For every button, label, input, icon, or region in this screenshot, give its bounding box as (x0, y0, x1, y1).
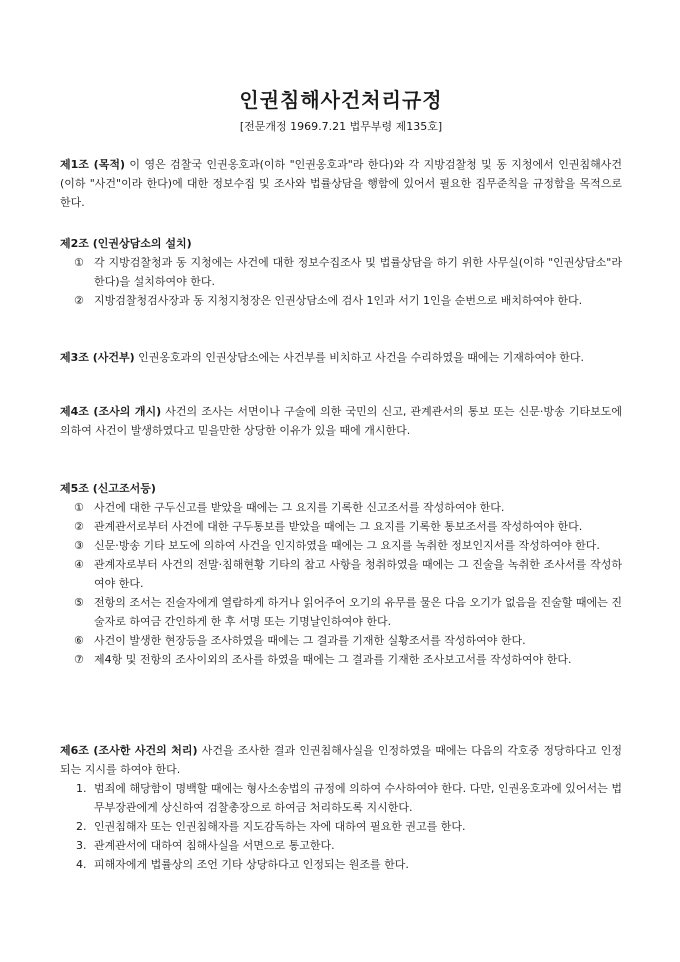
article-5 (60, 479, 622, 669)
list-item (60, 253, 622, 291)
item-number: ③ (74, 539, 84, 552)
item-number: 3. (76, 839, 87, 852)
article-3 (60, 348, 622, 367)
item-text: 각 지방검찰청과 동 지청에는 사건에 대한 정보수집조사 및 법률상담을 하기 위한 사무실(이하 "인권상담소"라 한다)을 설치하여야 한다. (94, 256, 622, 288)
article-3-heading: 제3조 (사건부) (60, 351, 135, 364)
article-6-body (60, 741, 622, 779)
article-2-heading: 제2조 (인권상담소의 설치) (60, 237, 192, 250)
item-number: ② (74, 294, 84, 307)
item-text: 관계관서에 대하여 침해사실을 서면으로 통고한다. (94, 839, 335, 852)
article-6-heading: 제6조 (조사한 사건의 처리) (60, 744, 198, 757)
list-item (60, 650, 622, 669)
article-1 (60, 155, 622, 212)
list-item (60, 498, 622, 517)
article-6-items (60, 779, 622, 874)
item-number: ① (74, 501, 84, 514)
item-number: ② (74, 520, 84, 533)
article-4 (60, 402, 622, 440)
article-6 (60, 741, 622, 874)
list-item (60, 631, 622, 650)
article-4-body (60, 402, 622, 440)
item-text: 관계자로부터 사건의 전말·침해현황 기타의 참고 사항을 청취하였을 때에는 그 진술을 녹취한 조사서를 작성하여야 한다. (94, 558, 622, 590)
item-text: 사건이 발생한 현장등을 조사하였을 때에는 그 결과를 기재한 실황조서를 작성하여야 한다. (94, 634, 526, 647)
article-1-body (60, 155, 622, 212)
item-text: 전항의 조서는 진술자에게 열람하게 하거나 읽어주어 오기의 유무를 물은 다음 오기가 없음을 진술할 때에는 진술자로 하여금 간인하게 한 후 서명 또는 기명날인하여야 한다. (94, 596, 622, 628)
item-text: 제4항 및 전항의 조사이외의 조사를 하였을 때에는 그 결과를 기재한 조사보고서를 작성하여야 한다. (94, 653, 572, 666)
item-text: 피해자에게 법률상의 조언 기타 상당하다고 인정되는 원조를 한다. (94, 858, 409, 871)
article-1-text: 이 영은 검찰국 인권옹호과(이하 "인권옹호과"라 한다)와 각 지방검찰청 및 동 지청에서 인권침해사건(이하 "사건"이라 한다)에 대한 정보수집 및 조사와 법률상담을 행함에 있어서 필요한 집무준칙을 규정함을 목적으로 한다. (60, 158, 622, 209)
item-number: 1. (76, 782, 87, 795)
document-title: 인권침해사건처리규정 (239, 88, 443, 112)
list-item (60, 836, 622, 855)
list-item (60, 779, 622, 817)
item-number: 2. (76, 820, 87, 833)
list-item (60, 536, 622, 555)
article-3-text: 인권옹호과의 인권상담소에는 사건부를 비치하고 사건을 수리하였을 때에는 기재하여야 한다. (134, 351, 585, 364)
list-item (60, 593, 622, 631)
list-item (60, 555, 622, 593)
list-item (60, 817, 622, 836)
article-4-heading: 제4조 (조사의 개시) (60, 405, 162, 418)
article-5-items (60, 498, 622, 669)
item-text: 범죄에 해당함이 명백할 때에는 형사소송법의 규정에 의하여 수사하여야 한다. 다만, 인권옹호과에 있어서는 법무부장관에게 상신하여 검찰총장으로 하여금 처리하도록 지시한다. (94, 782, 622, 814)
item-number: ⑦ (74, 653, 84, 666)
item-number: 4. (76, 858, 87, 871)
item-number: ⑥ (74, 634, 84, 647)
article-1-heading: 제1조 (목적) (60, 158, 125, 171)
item-text: 신문·방송 기타 보도에 의하여 사건을 인지하였을 때에는 그 요지를 녹취한 정보인지서를 작성하여야 한다. (94, 539, 600, 552)
item-number: ① (74, 256, 84, 269)
item-text: 인권침해자 또는 인권침해자를 지도감독하는 자에 대하여 필요한 권고를 한다. (94, 820, 466, 833)
item-text: 지방검찰청검사장과 동 지청지청장은 인권상담소에 검사 1인과 서기 1인을 순번으로 배치하여야 한다. (94, 294, 583, 307)
article-3-body (60, 348, 622, 367)
item-number: ⑤ (74, 596, 84, 609)
article-6-text: 사건을 조사한 결과 인권침해사실을 인정하였을 때에는 다음의 각호중 정당하다고 인정되는 지시를 하여야 한다. (60, 744, 622, 776)
item-text: 사건에 대한 구두신고를 받았을 때에는 그 요지를 기록한 신고조서를 작성하여야 한다. (94, 501, 505, 514)
document-subtitle: [전문개정 1969.7.21 법무부령 제135호] (239, 120, 443, 133)
article-4-text: 사건의 조사는 서면이나 구술에 의한 국민의 신고, 관계관서의 통보 또는 신문·방송 기타보도에 의하여 사건이 발생하였다고 믿을만한 상당한 이유가 있을 때에 개시한다. (60, 405, 622, 437)
list-item (60, 855, 622, 874)
item-number: ④ (74, 558, 84, 571)
item-text: 관계관서로부터 사건에 대한 구두통보를 받았을 때에는 그 요지를 기록한 통보조서를 작성하여야 한다. (94, 520, 583, 533)
article-2-items (60, 253, 622, 310)
list-item (60, 517, 622, 536)
article-2 (60, 234, 622, 310)
list-item (60, 291, 622, 310)
article-5-heading: 제5조 (신고조서등) (60, 482, 156, 495)
